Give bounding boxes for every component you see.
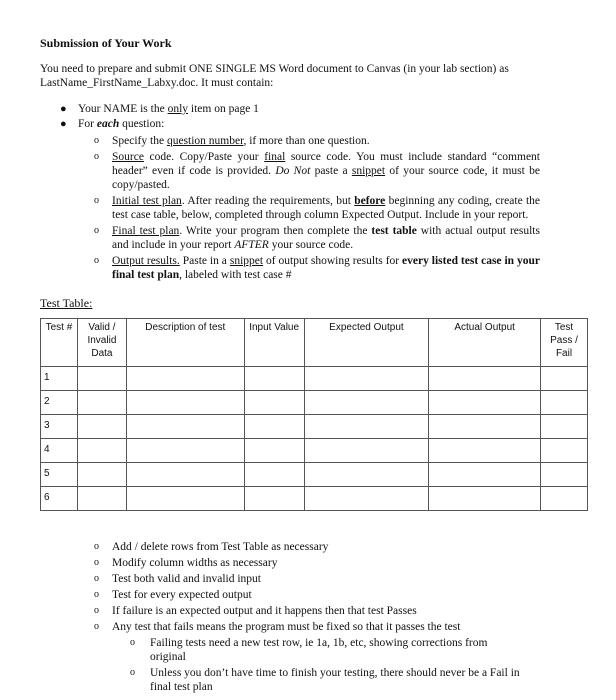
test-number-cell: 1 [41,367,78,391]
table-row [41,487,588,511]
table-label: Test Table: [40,296,93,310]
test-number-cell: 2 [41,391,78,415]
sub-list-item: o Failing tests need a new test row, ie 1a, 1b, etc, showing corrections from original [130,637,488,663]
column-header: Description of test [126,319,244,367]
circle-bullet-icon: o [94,589,99,600]
column-header: Test # [41,319,78,367]
column-header: Actual Output [429,319,541,367]
circle-bullet-icon: o [94,557,99,568]
table-row [41,439,588,463]
list-item [0,117,616,131]
underlined-text: only [167,103,189,115]
test-table [40,318,588,511]
bullet-icon: ● [60,118,67,130]
test-number-cell: 4 [41,439,78,463]
notes-list [0,540,616,696]
circle-bullet-icon: o [94,255,99,266]
sub-item-initial-test-plan: o Initial test plan. After reading the requirements, but before beginning any coding, create the test case table, below, completed through column Expected Output. Include in your report. [94,195,541,221]
list-item [0,102,616,116]
circle-bullet-icon: o [94,541,99,552]
sub-list-item: o Unless you don’t have time to finish your testing, there should never be a Fail in final test plan [130,667,520,693]
text: question: [119,118,165,130]
bullet-icon: ● [60,103,67,115]
text: item on page 1 [188,103,259,115]
list-item: o If failure is an expected output and it happens then that test Passes [94,605,417,617]
list-item: o Test for every expected output [94,589,252,601]
circle-bullet-icon: o [94,151,99,162]
circle-bullet-icon: o [130,637,135,648]
test-number-cell: 5 [41,463,78,487]
sub-item-final-test-plan: o Final test plan. Write your program then complete the test table with actual output results and include in your report AFTER your source code. [94,225,540,251]
intro-paragraph: You need to prepare and submit ONE SINGLE MS Word document to Canvas (in your lab section) as LastName_FirstName_Labxy.doc. It must contain: [40,63,509,89]
emphasis-text: each [96,118,120,130]
table-row [41,415,588,439]
circle-bullet-icon: o [94,573,99,584]
test-number-cell: 3 [41,415,78,439]
test-number-cell: 6 [41,487,78,511]
text: For [78,118,97,130]
column-header: Valid / Invalid Data [77,319,126,367]
list-item: o Test both valid and invalid input [94,573,261,585]
list-item: o Modify column widths as necessary [94,557,278,569]
circle-bullet-icon: o [94,135,99,146]
column-header: Input Value [244,319,304,367]
circle-bullet-icon: o [94,605,99,616]
circle-bullet-icon: o [94,621,99,632]
circle-bullet-icon: o [130,667,135,678]
table-row [41,391,588,415]
sub-item-source-code: o Source code. Copy/Paste your final source code. You must include standard “comment header” even if code is provided. Do Not paste a snippet of your source code, it must be copy/pasted. [94,151,540,191]
table-row [41,367,588,391]
list-item: o Any test that fails means the program must be fixed so that it passes the test [94,621,461,633]
sub-item-question-number: o Specify the question number, if more than one question. [94,135,370,147]
circle-bullet-icon: o [94,195,99,206]
column-header: Expected Output [304,319,429,367]
section-heading: Submission of Your Work [40,36,172,50]
column-header: Test Pass / Fail [541,319,588,367]
text: Your NAME is the [78,103,168,115]
requirements-list [0,102,616,284]
list-item: o Add / delete rows from Test Table as necessary [94,541,329,553]
table-header-row [41,319,588,367]
sub-item-output-results: o Output results. Paste in a snippet of output showing results for every listed test case in your final test plan, labeled with test case # [94,255,540,281]
table-row [41,463,588,487]
circle-bullet-icon: o [94,225,99,236]
